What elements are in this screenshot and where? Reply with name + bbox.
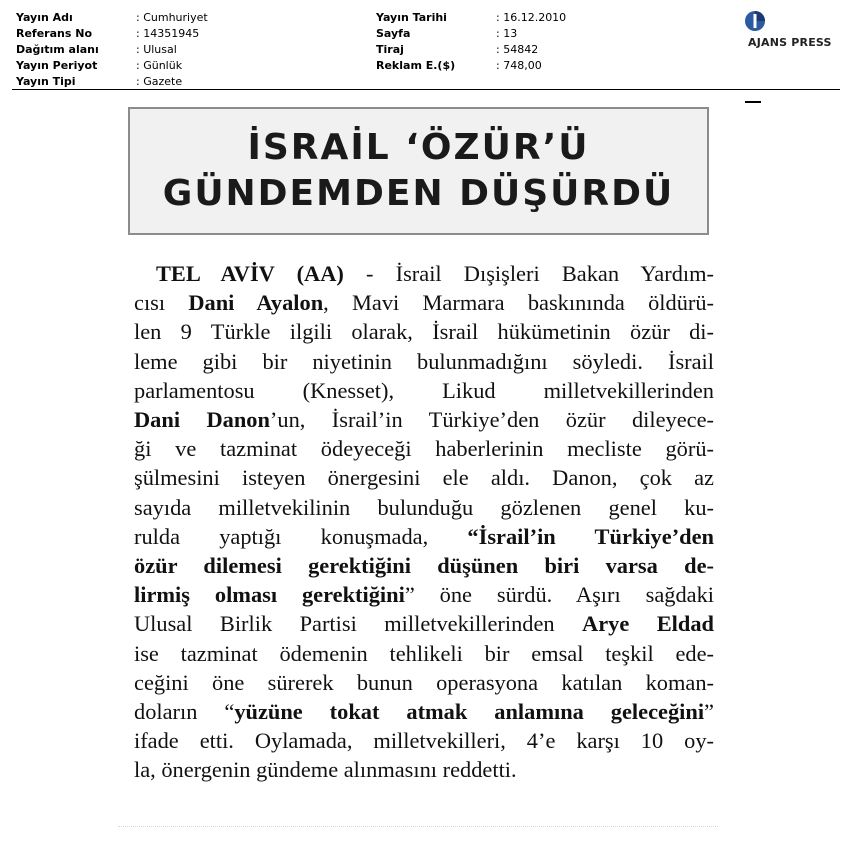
- article-text: , Mavi Marmara baskınında öldürü-: [323, 290, 714, 316]
- meta-key: Yayın Adı: [16, 11, 73, 24]
- article-line: [134, 288, 714, 317]
- article-text: şülmesini isteyen önergesini ele aldı. Danon, çok az: [134, 465, 714, 491]
- meta-row: [376, 26, 616, 42]
- header-divider: [12, 89, 840, 90]
- article-text: doların “: [134, 699, 235, 725]
- article-line: [134, 580, 714, 609]
- article-bold-text: lirmiş olması gerektiğini: [134, 582, 405, 608]
- meta-key: Reklam E.($): [376, 59, 456, 72]
- article-text: parlamentosu (Knesset), Likud milletvekillerinden: [134, 377, 714, 403]
- meta-row: [376, 10, 616, 26]
- ajans-press-logo-icon: [744, 10, 766, 32]
- meta-value: : 748,00: [496, 59, 542, 72]
- meta-row: [16, 26, 256, 42]
- page-edge-marks: [118, 826, 718, 831]
- article-text: Ulusal Birlik Partisi milletvekillerinden: [134, 611, 583, 637]
- meta-row: [16, 58, 256, 74]
- publication-meta-left: [16, 10, 256, 90]
- meta-key: Yayın Periyot: [16, 59, 98, 72]
- article-text: - İsrail Dışişleri Bakan Yardım-: [343, 261, 714, 286]
- meta-value: : 13: [496, 27, 518, 40]
- article-line: [134, 522, 714, 551]
- meta-key: Dağıtım alanı: [16, 43, 99, 56]
- headline-line-2: GÜNDEMDEN DÜŞÜRDÜ: [162, 173, 675, 214]
- meta-value: : 54842: [496, 43, 539, 56]
- meta-value: : Günlük: [136, 59, 183, 72]
- meta-key: Yayın Tipi: [16, 75, 76, 88]
- meta-value: : Gazete: [136, 75, 183, 88]
- article-bold-text: Dani Ayalon: [188, 290, 324, 316]
- headline-box: [128, 107, 709, 235]
- meta-row: [16, 42, 256, 58]
- article-line: [134, 463, 714, 492]
- article-text: sayıda milletvekilinin bulunduğu gözlenen genel ku-: [134, 494, 714, 520]
- meta-row: [16, 10, 256, 26]
- article-line: [134, 317, 714, 346]
- article-text: ifade etti. Oylamada, milletvekilleri, 4’e karşı 10 oy-: [134, 728, 714, 754]
- article-text: rulda yaptığı konuşmada,: [134, 523, 468, 549]
- meta-key: Tiraj: [376, 43, 404, 56]
- article-line: [134, 755, 714, 784]
- article-bold-text: “İsrail’in Türkiye’den: [467, 523, 714, 549]
- article-line: [134, 551, 714, 580]
- article-line: [134, 259, 714, 288]
- article-text: ’un, İsrail’in Türkiye’den özür dileyece-: [269, 407, 714, 433]
- article-body: [134, 259, 714, 785]
- article-line: [134, 726, 714, 755]
- article-bold-text: Arye Eldad: [582, 611, 714, 637]
- article-text: la, önergenin gündeme alınmasını reddetti.: [134, 757, 517, 783]
- article-line: [134, 697, 714, 726]
- meta-row: [376, 42, 616, 58]
- article-line: [134, 376, 714, 405]
- article-text: ” öne sürdü. Aşırı sağdaki: [404, 582, 715, 608]
- article-text: leme gibi bir niyetinin bulunmadığını söyledi. İsrail: [134, 348, 714, 374]
- article-line: [134, 434, 714, 463]
- headline-line-1: İSRAİL ‘ÖZÜR’Ü: [247, 127, 590, 168]
- article-line: [134, 405, 714, 434]
- article-text: ceğini öne sürerek bunun operasyona katılan koman-: [134, 669, 714, 695]
- publication-meta-right: [376, 10, 616, 74]
- article-bold-text: Dani Danon: [134, 407, 270, 433]
- article-line: [134, 609, 714, 638]
- article-line: [134, 639, 714, 668]
- article-bold-text: özür dilemesi gerektiğini düşünen biri varsa de-: [134, 553, 714, 579]
- meta-key: Yayın Tarihi: [376, 11, 447, 24]
- article-text: ği ve tazminat ödeyeceği haberlerinin mecliste görü-: [134, 436, 714, 462]
- meta-value: : Cumhuriyet: [136, 11, 208, 24]
- meta-key: Referans No: [16, 27, 92, 40]
- article-line: [134, 493, 714, 522]
- meta-row: [376, 58, 616, 74]
- article-text: ise tazminat ödemenin tehlikeli bir emsal teşkil ede-: [134, 640, 714, 666]
- article-text: cısı: [134, 290, 189, 316]
- article-line: [134, 347, 714, 376]
- article-text: len 9 Türkle ilgili olarak, İsrail hükümetinin özür di-: [134, 319, 714, 345]
- column-dash: [745, 101, 761, 103]
- logo-text: AJANS PRESS: [748, 36, 832, 49]
- ajans-press-logo: [740, 10, 840, 50]
- meta-row: [16, 74, 256, 90]
- article-bold-text: TEL AVİV (AA): [156, 261, 344, 286]
- article-line: [134, 668, 714, 697]
- article-bold-text: yüzüne tokat atmak anlamına geleceğini: [234, 699, 705, 725]
- meta-value: : 16.12.2010: [496, 11, 567, 24]
- meta-value: : Ulusal: [136, 43, 177, 56]
- meta-value: : 14351945: [136, 27, 200, 40]
- article-text: ”: [704, 699, 714, 725]
- meta-key: Sayfa: [376, 27, 411, 40]
